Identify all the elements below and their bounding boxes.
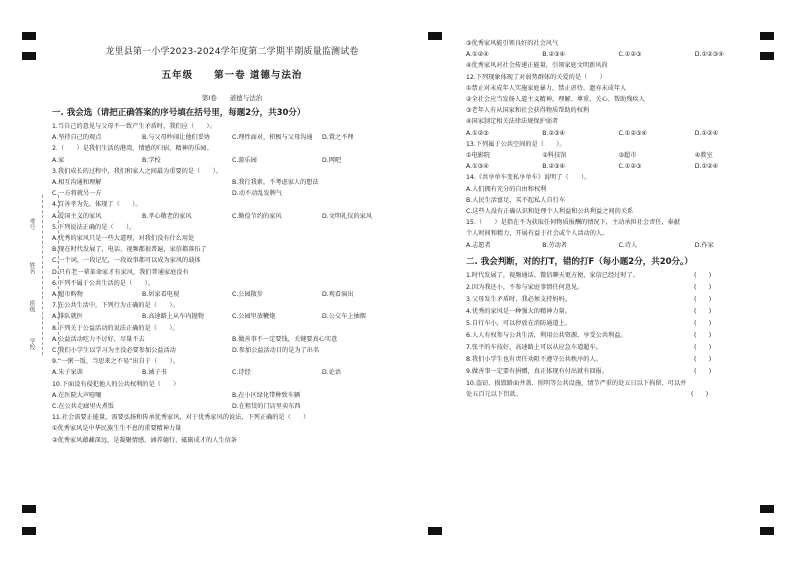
option-text: D.文明礼仪的家风 [322,212,373,220]
option-text: C.公园散步 [232,291,264,299]
volume-label: 第Ⅰ卷 道德与法治 [201,94,263,102]
option-text: ②科技馆 [542,152,567,160]
question-text: 个人时间和精力，开展有益于社会或个人活动的人。 [466,230,609,238]
question-text: 3.我们成长的过程中，我们和家人之间最为重要的是（ ）。 [52,167,222,175]
option-text: D.参加公益活动目的是为了出名 [232,347,320,355]
judgment-text: 9.做善事一定要有捐赠，真正体现有付出就有回报。 [466,367,609,375]
section1-heading: 一. 我会选（请把正确答案的序号填在括号里，每题2分，共30分） [52,108,306,118]
judgment-text: 5.自行车小，可以停放在消防通道上。 [466,319,571,327]
question-text: C.这些人没有正确认识和处理个人利益和公共利益之间的关系 [466,208,634,216]
question-text: 5.下列说法正确的是（ ）。 [52,223,136,231]
binding-label: 姓名 [28,262,35,274]
judgment-item [466,318,771,330]
judgment-text: 7.张平的车技好，高速路上可以从应急车道超车。 [466,343,602,351]
option-text: D.观看演出 [322,291,354,299]
option-text: B.②③④ [542,163,566,171]
question-text: 7.在公共生活中，下列行为正确的是（ ）。 [52,302,179,310]
judgment-text: 4.优秀的家风是一种强大的精神力量。 [466,307,571,315]
option-text: B.②③④ [542,51,566,59]
judgment-text: 2.因为我还小，不参与家庭事情任何意见。 [466,283,584,291]
judgment-item [466,270,771,282]
judgment-text: 6.人人有权参与公共生活，利用公共资源，享受公共利益。 [466,331,627,339]
option-text: C.诗人 [618,241,638,249]
option-row [52,188,412,199]
judgment-item [466,366,771,378]
question-text: 2.（ ）是我们生活的港湾、情感的归宿、精神的乐园。 [52,145,213,153]
registration-mark [760,527,774,535]
section2-heading: 二. 我会判断，对的打T，错的打F（每小题2分，共20分。） [466,256,693,267]
option-text: B.②③④ [542,129,566,137]
option-text: B.我行我素，不考虑家人的想法 [232,179,319,187]
option-row [466,128,771,139]
option-text: A.朱子家训 [52,369,83,377]
question-text: ①禁止对未成年人实施家庭暴力，禁止虐待、遗弃未成年人 [466,84,627,92]
option-text: A.超市购物 [52,291,83,299]
option-row [52,177,412,188]
option-row [52,289,412,300]
option-text: D.置之不理 [322,134,354,142]
option-text: C.我们小学生以学习为主没必要参加公益活动 [52,347,176,355]
question-text: ②全社会应当发扬人道主义精神，理解、尊重、关心、帮助残疾人 [466,96,645,104]
option-row [466,240,771,251]
answer-paren: ( ) [694,331,712,339]
question-text: ②优秀家风蕴藏深远，是凝聚情感、涵养德行、砥砺成才的人生信条 [52,436,237,444]
answer-paren: ( ) [694,271,712,279]
question-text: D.只有老一辈革命家才有家风，我们普通家庭没有 [52,268,189,276]
option-text: C.理性面对，积极与父母沟通 [232,134,313,142]
option-text: B.高速路上从车内抛物 [142,313,204,321]
option-text: A.志愿者 [466,241,491,249]
question-text: 11.社会需要正能量，需要弘扬和传承优秀家风，对于优秀家风的说法，下列正确的是（ ） [52,414,310,422]
option-row [52,311,412,322]
option-text: A.相互沟通和理解 [52,179,102,187]
question-text: ④优秀家风对社会传递正能量，引领家庭文明新风尚 [466,62,608,70]
judgment-item [466,342,771,354]
answer-paren: ( ) [694,367,712,375]
judgment-text: 3.父母发生矛盾时，我必须支持妈妈。 [466,295,571,303]
option-text: C.诗经 [232,369,251,377]
answer-paren: ( ) [694,343,712,351]
answer-paren: ( ) [691,391,709,399]
option-text: D.网吧 [322,156,342,164]
option-text: D.在租赁的门店里卖东西 [232,403,301,411]
left-column [52,0,412,446]
judgment-item [466,306,771,318]
question-text: 8.下列关于公益活动的说法正确的是（ ）。 [52,324,179,332]
option-text: A.爱国主义的家风 [52,212,102,220]
option-row [466,150,771,161]
option-text: D.①②④ [694,129,719,137]
question-text: 13.下列属于公共空间的是（ ）。 [466,140,566,148]
question-text: 9.“一粥一饭，当思来之不易”出自于（ ）。 [52,358,179,366]
binding-label: 班级 [28,300,35,312]
right-column [466,38,771,401]
option-row [52,345,412,356]
option-text: C.一方将就另一方 [52,190,102,198]
option-text: D.①②④ [694,163,719,171]
option-text: C.游乐园 [232,156,257,164]
question-text: 6.下列不属于公共生活的是（ ）。 [52,279,154,287]
option-row [52,390,412,401]
option-row [466,49,771,60]
option-text: D.公交车上抽烟 [322,313,366,321]
option-text: D.作家 [694,241,714,249]
option-text: C.①②③ [618,163,642,171]
question-text: 1.当自己的意见与父母不一致产生矛盾时，我们应（ ）。 [52,123,216,130]
judgment-item [466,354,771,366]
question-text: A.优秀的家风只是一些大道理，对我们没有什么用处 [52,235,195,243]
judgment-item: 10.盗窃、损毁路面井盖、照明等公共设施，情节严重的处五日以下拘留，可以并 [466,379,687,387]
option-text: B.学校 [142,156,161,164]
registration-mark [428,527,442,535]
option-row [466,161,771,172]
option-text: C.在公共走廊里火煮饭 [52,403,114,411]
answer-paren: ( ) [694,355,712,363]
option-text: D.论语 [322,369,342,377]
option-row [52,401,412,412]
registration-mark [760,505,774,513]
option-row [52,155,412,166]
option-text: B.诫子书 [142,369,167,377]
judgment-item [466,294,771,306]
option-text: A.公益活动吃力不讨好，尽量不去 [52,335,145,343]
option-text: A.排队就医 [52,313,83,321]
option-text: ④教室 [694,152,713,160]
question-text: 14.《共享单车变私享单车》说明了（ ）。 [466,174,591,182]
registration-mark [428,32,442,40]
option-text: C.①②③④ [618,129,647,137]
option-text: B.在小区绿化带种致车辆 [232,391,301,399]
section1-continued [466,38,771,251]
judgment-text: 处五百元以下罚款。 [466,391,522,399]
question-text: 12.下列现象体现了对弱势群体的关爱的是（ ） [466,73,606,81]
question-text: 4.百善孝为先，体现了（ ）。 [52,201,142,209]
question-text: ①优秀家风是中华民族生生不息的重要精神力量 [52,425,182,433]
option-text: B.与父母吵闹让他们妥协 [142,134,211,142]
option-text: ③超市 [618,152,637,160]
option-text: B.孝心敬老的家风 [142,212,192,220]
question-text: ④国家制定相关法律法规保护弱者 [466,118,559,126]
option-row [52,211,412,222]
binding-line [42,195,43,355]
option-text: C.①②③ [618,51,642,59]
judgment-item [466,282,771,294]
option-text: A.①②③ [466,129,489,137]
question-text: ③优秀家风能引领良好的社会风气 [466,40,559,47]
option-text: D.动不动乱发脾气 [232,190,283,198]
binding-label: 考号 [28,218,35,230]
judgment-item [466,389,771,401]
answer-paren: ( ) [694,319,712,327]
question-text: A.人们拥有充分的自由和权利 [466,185,547,193]
answer-paren: ( ) [694,283,712,291]
option-row [52,334,412,345]
option-text: A.坚持自己的观点 [52,134,102,142]
option-text: C.勤俭节约的家风 [232,212,282,220]
option-text: D.①②③④ [694,51,724,59]
section2-judgments [466,270,771,378]
option-text: ①电影院 [466,152,491,160]
answer-paren: ( ) [694,295,712,303]
exam-title: 龙里县第一小学2023-2024学年度第二学期半期质量监测试卷 [105,47,359,57]
question-text: 10.下面设有侵犯他人的公共权利的是（ ） [52,380,180,388]
judgment-text: 1.时代发展了，视频通话、微信聊天更方便，家信已经过时了。 [466,271,639,279]
question-text: C.一个词，一段记忆，一段故事都可以成为家风的载体 [52,257,201,265]
option-text: A.①③④ [466,163,489,171]
judgment-item [466,330,771,342]
option-text: C.公园里放鞭炮 [232,313,276,321]
binding-label: 学校 [28,338,35,350]
judgment-text: 8.我们小学生也有责任劝阻不遵守公共秩序的人。 [466,355,602,363]
option-row [52,367,412,378]
question-text: B.人民生活富足，买不起私人自行车 [466,196,566,204]
option-row [52,132,412,143]
option-text: B.居家看电视 [142,291,180,299]
option-text: B.劳动者 [542,241,568,249]
option-text: A.家 [52,156,65,164]
option-text: A.在医院大声喧嚷 [52,391,102,399]
question-text: B.现在时代发展了，电话、视频都很普遍，家信都落伍了 [52,246,207,254]
answer-paren: ( ) [694,307,712,315]
question-text: ③老年人有从国家和社会获得物质帮助的权利 [466,107,590,115]
option-text: A.①②④ [466,51,489,59]
exam-subtitle: 五年级 第一卷 道德与法治 [161,70,303,81]
question-text: 15.（ ）是指在不为获取任何物质报酬的情况下，主动承担社会责任，奉献 [466,219,681,227]
section1-questions [52,121,412,446]
option-text: B.做善事不一定要钱，关键要真心实意 [232,335,338,343]
